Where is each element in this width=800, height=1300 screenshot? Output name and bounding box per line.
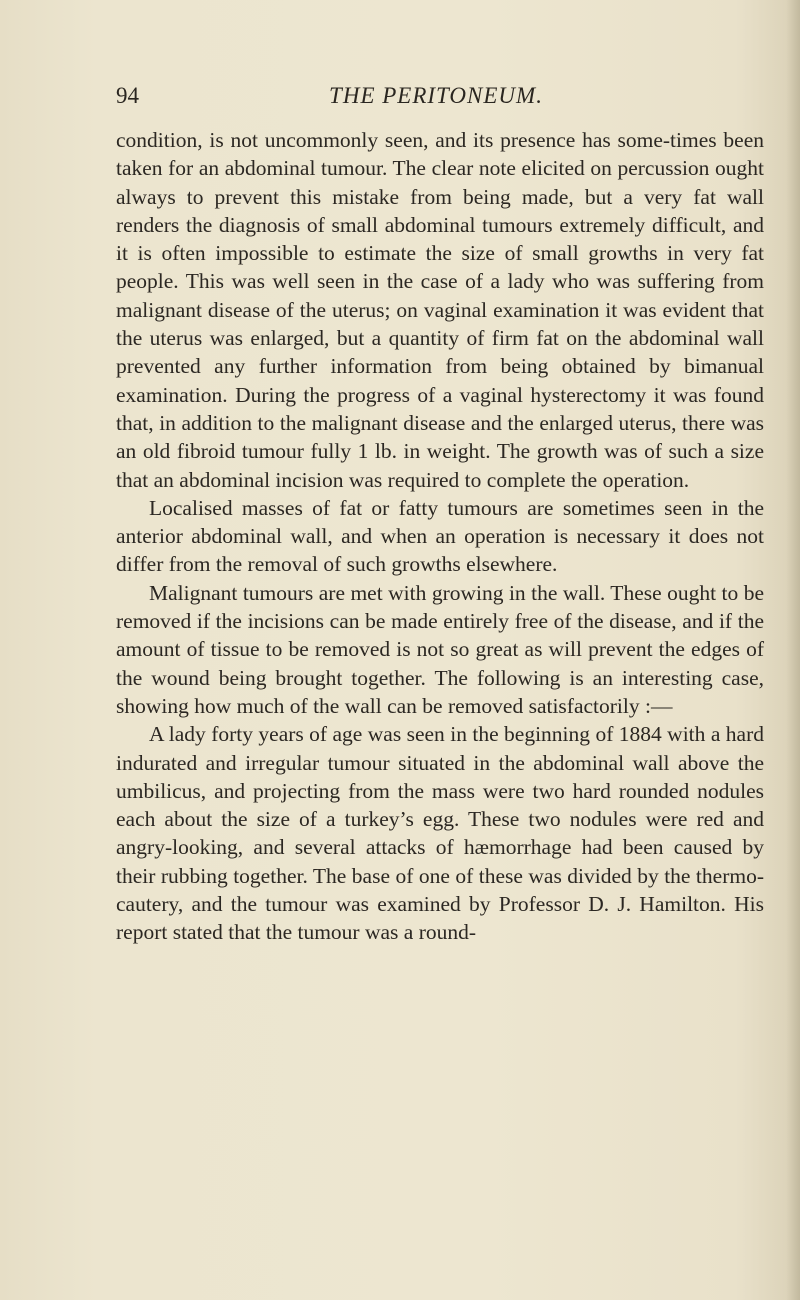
body-text — [116, 126, 764, 947]
page-number: 94 — [116, 83, 139, 108]
page-header — [116, 83, 756, 113]
page-edge-shadow — [786, 0, 800, 1300]
paragraph-fatty-tumours: Localised masses of fat or fatty tumours are sometimes seen in the anterior abdominal wall, and when an operation is necessary it does not differ from the removal of such growths elsewhere. — [116, 495, 764, 577]
running-title: THE PERITONEUM. — [329, 83, 543, 108]
paragraph-case-report: A lady forty years of age was seen in the beginning of 1884 with a hard indurated and irregular tumour situated in the abdominal wall above the umbilicus, and projecting from the mass were two hard rounded nodules each about the size of a turkey’s egg. These two nodules were red and angry-looking, and several attacks of hæmorrhage had been caused by their rubbing together. The base of one of these was divided by the thermo-cautery, and the tumour was examined by Professor D. J. Hamilton. His report stated that the tumour was a round- — [116, 722, 764, 945]
paragraph-continuation: condition, is not uncommonly seen, and its presence has some-times been taken for an abdominal tumour. The clear note elicited on percussion ought always to prevent this mistake from being made, but a very fat wall renders the diagnosis of small abdominal tumours extremely difficult, and it is often impossible to estimate the size of small growths in very fat people. This was well seen in the case of a lady who was suffering from malignant disease of the uterus; on vaginal examination it was evident that the uterus was enlarged, but a quantity of firm fat on the abdominal wall prevented any further information from being obtained by bimanual examination. During the progress of a vaginal hysterectomy it was found that, in addition to the malignant disease and the enlarged uterus, there was an old fibroid tumour fully 1 lb. in weight. The growth was of such a size that an abdominal incision was required to complete the operation. — [116, 128, 764, 492]
paragraph-malignant-tumours: Malignant tumours are met with growing in the wall. These ought to be removed if the incisions can be made entirely free of the disease, and if the amount of tissue to be removed is not so great as will prevent the edges of the wound being brought together. The following is an interesting case, showing how much of the wall can be removed satisfactorily :— — [116, 580, 764, 718]
